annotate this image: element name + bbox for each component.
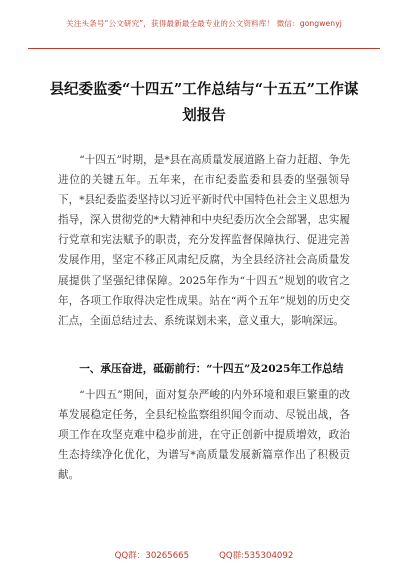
section-paragraph: “十四五”期间，面对复杂严峻的内外环境和艰巨繁重的改革发展稳定任务，全县纪检监察组织闻令而动、尽锐出战，各项工作在攻坚克难中稳步前进，在守正创新中提质增效，政治生态持续净化优化，为谱写*高质量发展新篇章作出了积极贡献。 (58, 389, 350, 482)
intro-paragraph: “十四五”时期，是*县在高质量发展道路上奋力赶超、争先进位的关键五年。五年来，在市纪委监委和县委的坚强领导下，*县纪委监委坚持以习近平新时代中国特色社会主义思想为指导，深入贯彻党的*大精神和中央纪委历次全会部署，忠实履行党章和宪法赋予的职责，充分发挥监督保障执行、促进完善发展作用，坚定不移正风肃纪反腐，为全县经济社会高质量发展提供了坚强纪律保障。2025年作为“十四五”规划的收官之年，各项工作取得决定性成果。站在“两个五年”规划的历史交汇点，全面总结过去、系统谋划未来，意义重大，影响深远。 (58, 154, 350, 327)
header-divider (28, 48, 380, 49)
section-heading: 一、承压奋进，砥砺前行：“十四五”及2025年工作总结 (79, 363, 344, 375)
header-banner: 关注头条号“公文研究”，获得最新最全最专业的公文资料库！ 微信：gongwenyj (66, 19, 342, 28)
qq-group-1: QQ群：30265665 (114, 551, 190, 561)
qq-group-2: QQ群:535304092 (219, 551, 294, 561)
document-title: 县纪委监委“十四五”工作总结与“十五五”工作谋划报告 (49, 81, 359, 124)
footer-contact (0, 549, 408, 561)
